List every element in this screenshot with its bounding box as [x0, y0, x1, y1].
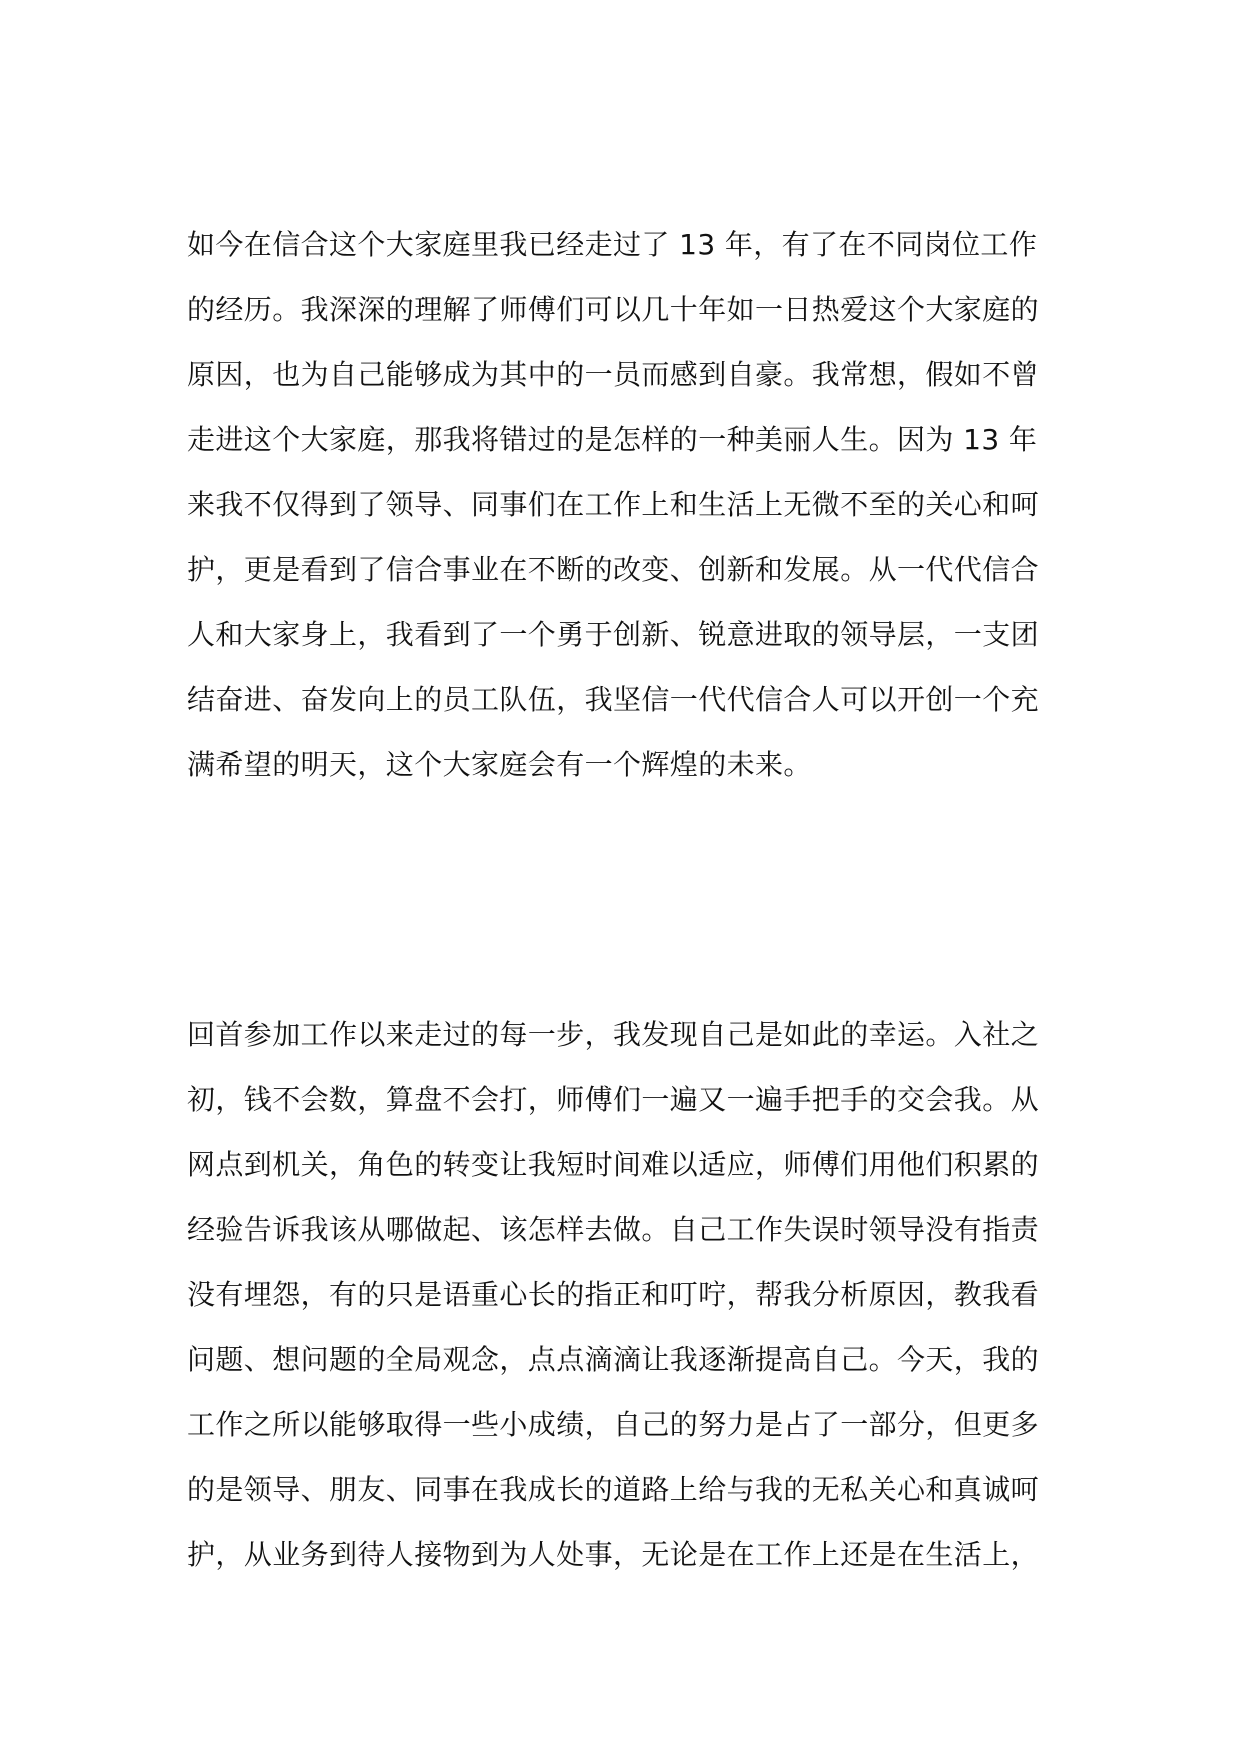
text-line: 问题、想问题的全局观念，点点滴滴让我逐渐提高自己。今天，我的	[187, 1343, 1040, 1376]
text-line: 网点到机关，角色的转变让我短时间难以适应，师傅们用他们积累的	[187, 1148, 1040, 1181]
text-line: 回首参加工作以来走过的每一步，我发现自己是如此的幸运。入社之	[187, 1018, 1040, 1051]
text-line: 初，钱不会数，算盘不会打，师傅们一遍又一遍手把手的交会我。从	[187, 1083, 1040, 1116]
text-line: 的是领导、朋友、同事在我成长的道路上给与我的无私关心和真诚呵	[187, 1473, 1040, 1506]
text-line: 护，从业务到待人接物到为人处事，无论是在工作上还是在生活上，	[187, 1538, 1040, 1571]
paragraph-2	[187, 1016, 1067, 1601]
text-line: 经验告诉我该从哪做起、该怎样去做。自己工作失误时领导没有指责	[187, 1213, 1040, 1246]
text-line: 护，更是看到了信合事业在不断的改变、创新和发展。从一代代信合	[187, 553, 1040, 586]
text-line: 工作之所以能够取得一些小成绩，自己的努力是占了一部分，但更多	[187, 1408, 1040, 1441]
text-line: 没有埋怨，有的只是语重心长的指正和叮咛，帮我分析原因，教我看	[187, 1278, 1040, 1311]
text-line: 走进这个大家庭，那我将错过的是怎样的一种美丽人生。因为 13 年	[187, 423, 1038, 456]
text-line: 原因，也为自己能够成为其中的一员而感到自豪。我常想，假如不曾	[187, 358, 1040, 391]
text-line: 结奋进、奋发向上的员工队伍，我坚信一代代信合人可以开创一个充	[187, 683, 1040, 716]
text-line: 如今在信合这个大家庭里我已经走过了 13 年，有了在不同岗位工作	[187, 228, 1038, 261]
text-line: 来我不仅得到了领导、同事们在工作上和生活上无微不至的关心和呵	[187, 488, 1040, 521]
paragraph-1	[187, 226, 1067, 811]
text-line: 的经历。我深深的理解了师傅们可以几十年如一日热爱这个大家庭的	[187, 293, 1040, 326]
text-line: 满希望的明天，这个大家庭会有一个辉煌的未来。	[187, 748, 812, 781]
text-line: 人和大家身上，我看到了一个勇于创新、锐意进取的领导层，一支团	[187, 618, 1040, 651]
